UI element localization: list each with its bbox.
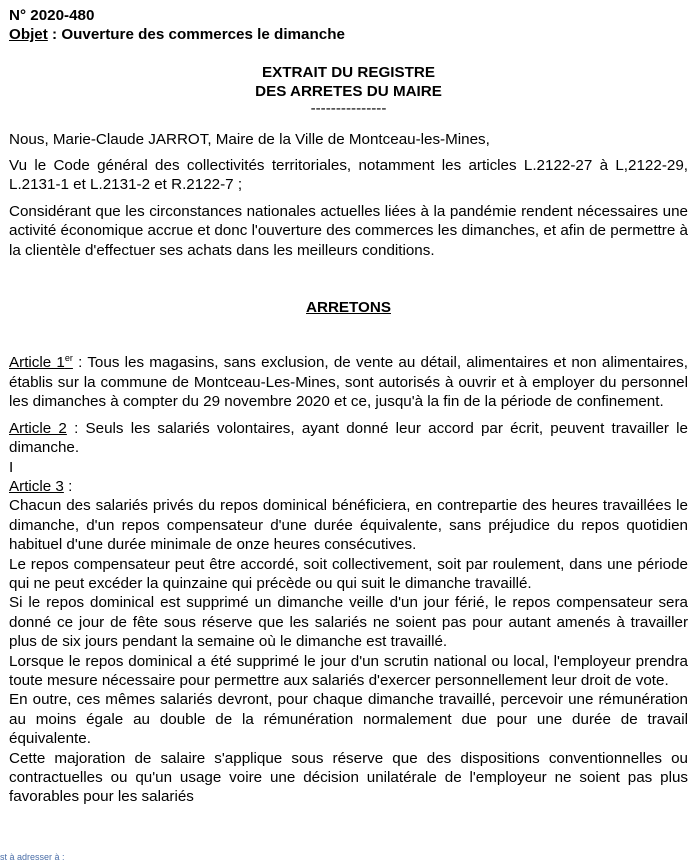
arretons-heading: ARRETONS — [306, 299, 391, 317]
article-3-paragraph: Chacun des salariés privés du repos dominical bénéficiera, en contrepartie des heures travaillées le dimanche, d'un repos compensateur d'une durée équivalente, sans préjudice du repos quotidien habituel d'une durée minimale de onze heures consécutives. — [9, 497, 688, 554]
object-label: Objet — [9, 26, 48, 44]
article-3-paragraph: En outre, ces mêmes salariés devront, pour chaque dimanche travaillé, percevoir une rémunération au moins égale au double de la rémunération normalement due pour une durée de travail équivalente. — [9, 691, 688, 748]
footer-fragment: st à adresser à : — [0, 852, 65, 862]
decree-object — [9, 25, 688, 44]
article-3-paragraph: Le repos compensateur peut être accordé, soit collectivement, soit par roulement, dans une période qui ne peut excéder la quinzaine qui précède ou qui suit le dimanche travaillé. — [9, 555, 688, 592]
article-3-label: Article 3 — [9, 477, 64, 495]
object-text: : Ouverture des commerces le dimanche — [47, 26, 345, 44]
article-2-label: Article 2 — [9, 419, 67, 437]
article-3-heading: Article 3 : — [9, 477, 73, 495]
article-2 — [9, 419, 688, 458]
preamble-considerant: Considérant que les circonstances nationales actuelles liées à la pandémie rendent nécessaires une activité économique accrue et donc l'ouverture des commerces les dimanches, et afin de permettre à la clientèle d'effectuer ses achats dans les meilleurs conditions. — [9, 202, 688, 259]
title-line-2: DES ARRETES DU MAIRE — [255, 83, 442, 101]
article-3-paragraph: Si le repos dominical est supprimé un dimanche veille d'un jour férié, le repos compensateur sera donné ce jour de fête sous réserve que les salariés ne soient pas pour autant amenés à travailler plus de six jours pendant la semaine où le dimanche est travaillé. — [9, 594, 688, 651]
article-2-text: : Seuls les salariés volontaires, ayant donné leur accord par écrit, peuvent travailler le dimanche. — [9, 419, 688, 457]
title-separator: --------------- — [310, 99, 387, 117]
decree-number: N° 2020-480 — [9, 7, 95, 24]
title-line-1: EXTRAIT DU REGISTRE — [262, 63, 435, 81]
stray-mark: I — [9, 458, 14, 476]
article-3-paragraph: Lorsque le repos dominical a été supprimé le jour d'un scrutin national ou local, l'employeur prendra toute mesure nécessaire pour permettre aux salariés d'exercer personnellement leur droit de vote. — [9, 652, 688, 689]
article-1 — [9, 353, 688, 411]
article-1-label: Article 1er — [9, 353, 73, 372]
preamble-nous: Nous, Marie-Claude JARROT, Maire de la Ville de Montceau-les-Mines, — [9, 130, 490, 148]
article-3-paragraph: Cette majoration de salaire s'applique sous réserve que des dispositions conventionnelles ou contractuelles ou qu'un usage voire une décision unilatérale de l'employeur ne soient pas plus favorables pour les salariés — [9, 749, 688, 806]
preamble-vu: Vu le Code général des collectivités territoriales, notamment les articles L.2122-27 à L,2122-29, L.2131-1 et L.2131-2 et R.2122-7 ; — [9, 157, 688, 194]
article-1-text: : Tous les magasins, sans exclusion, de vente au détail, alimentaires et non alimentaires, établis sur la commune de Montceau-Les-Mines, sont autorisés à ouvrir et à employer du personnel les dimanches à compter du 29 novembre 2020 et ce, jusqu'à la fin de la période de confinement. — [9, 354, 688, 411]
